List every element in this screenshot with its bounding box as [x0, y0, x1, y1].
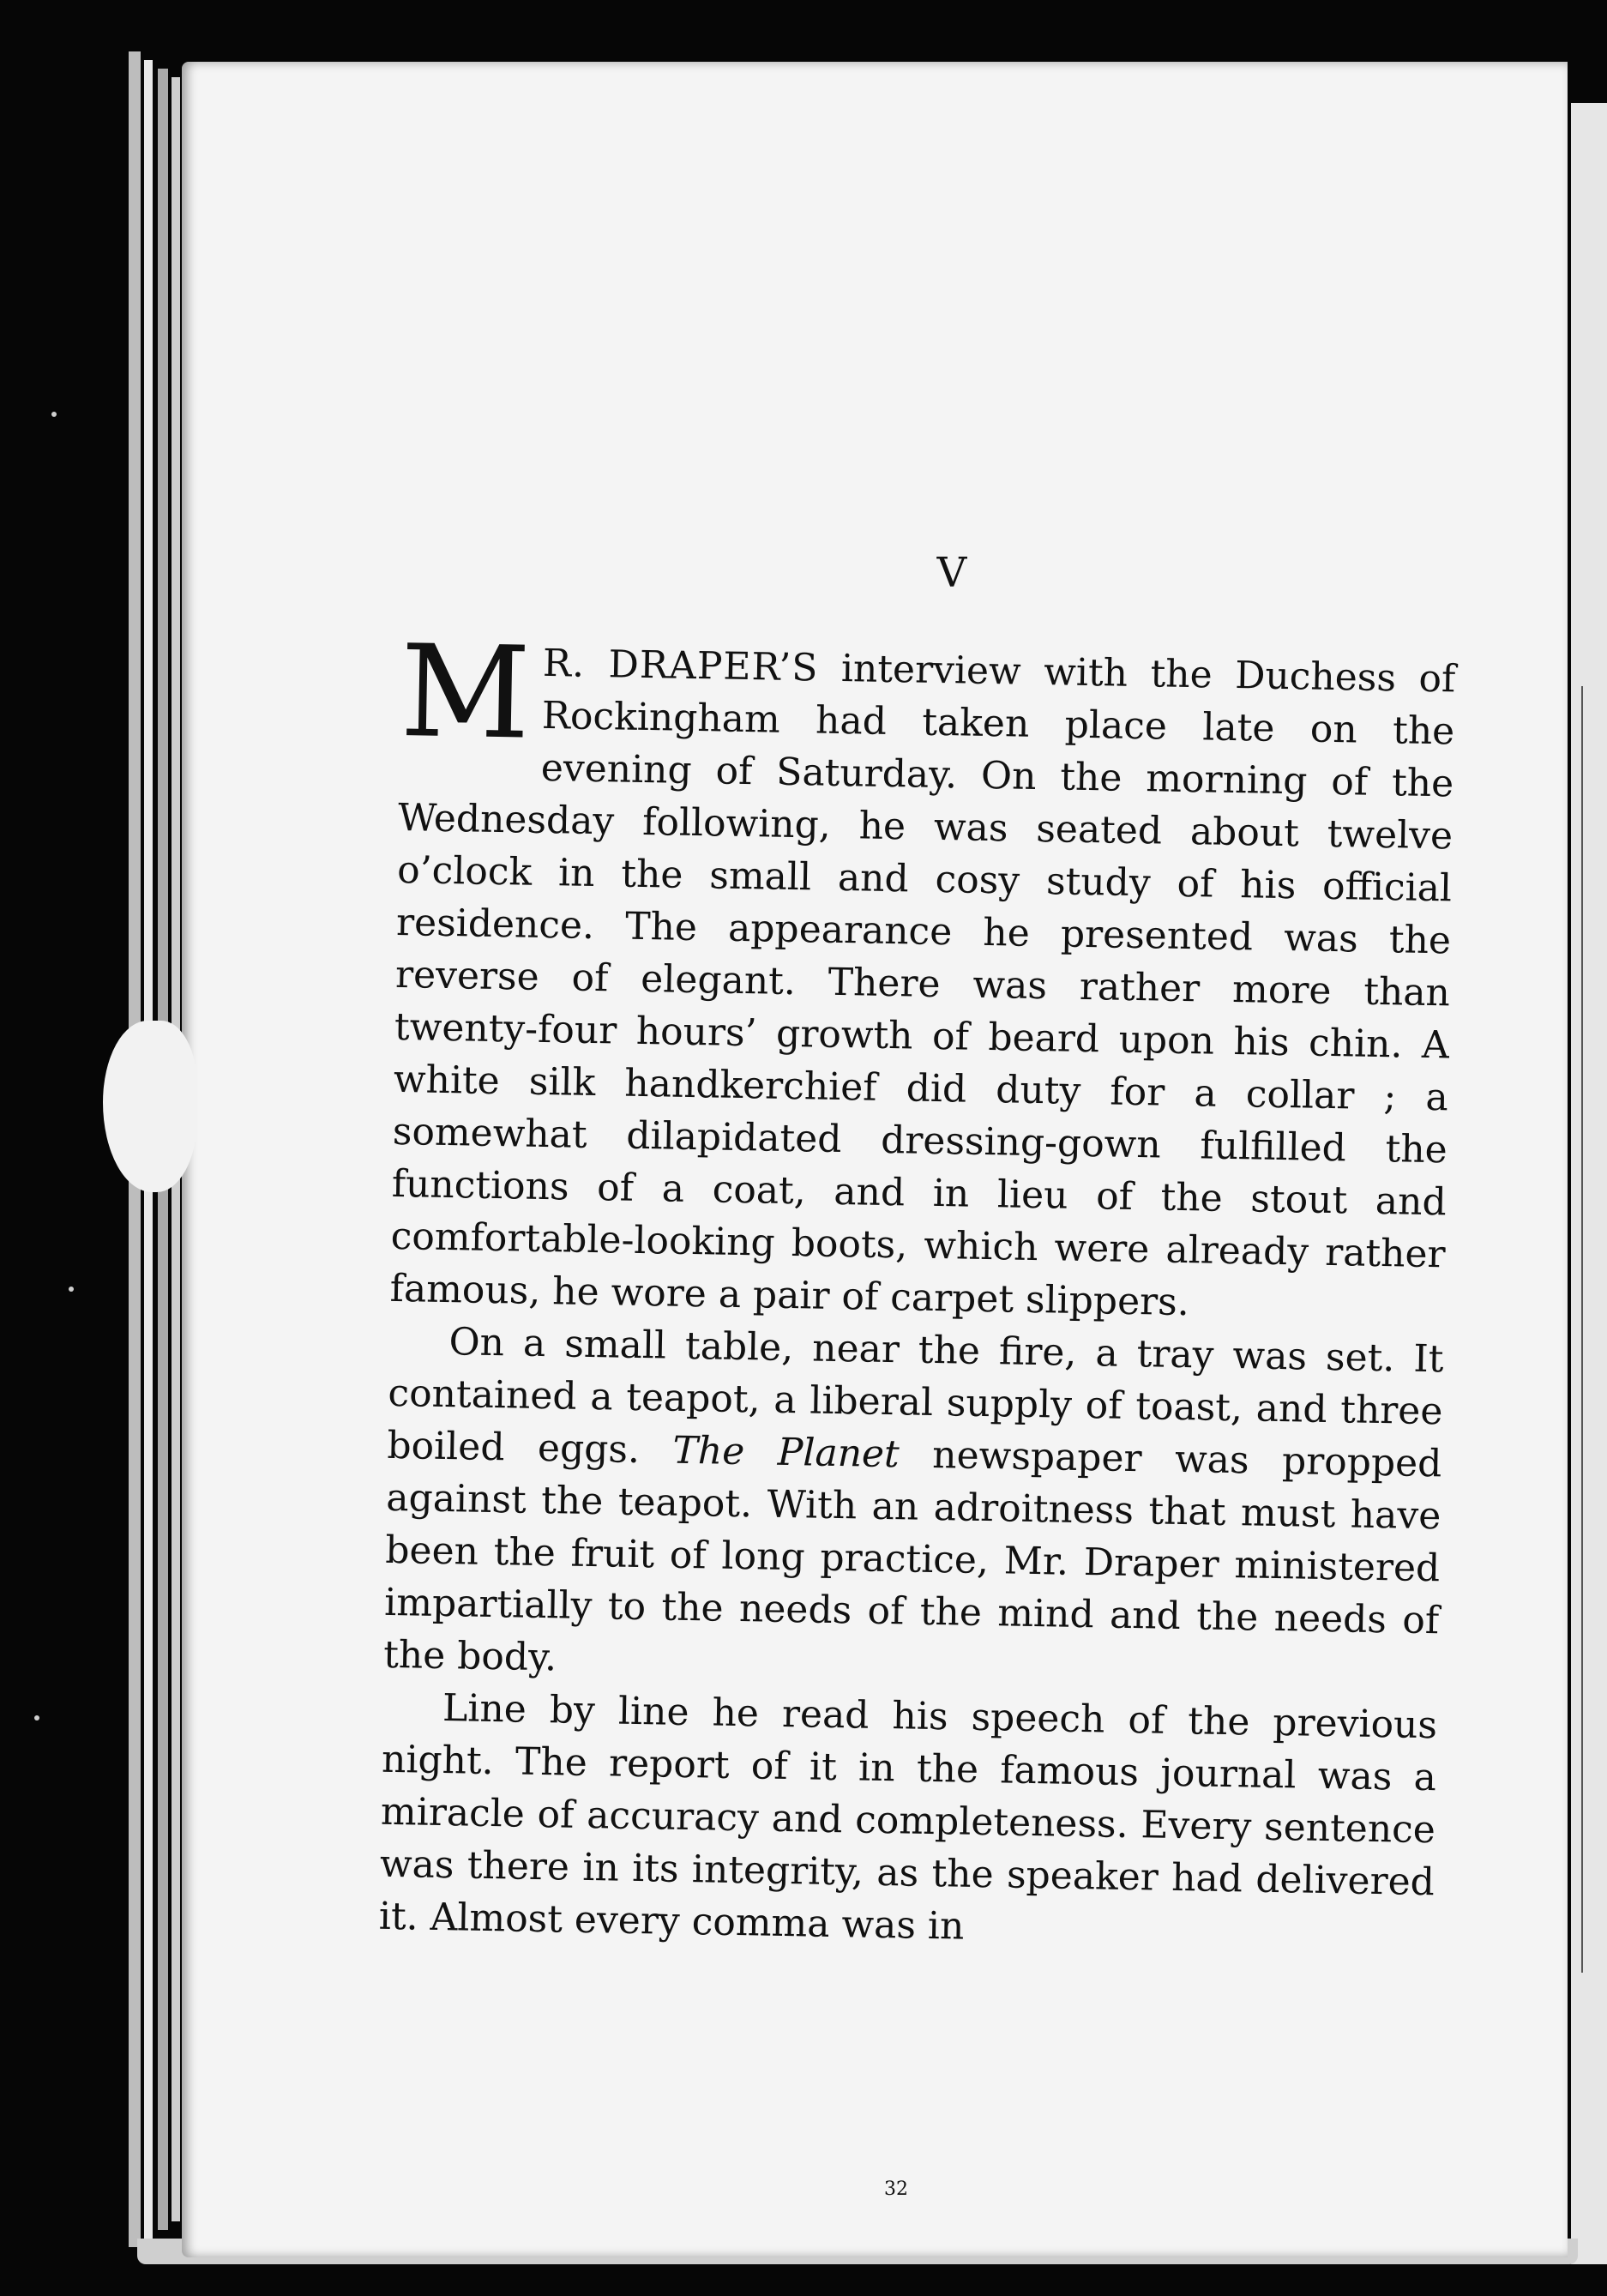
- facing-page-edge: [1571, 103, 1607, 2264]
- dust-speck: [51, 412, 57, 417]
- newspaper-title: The Planet: [672, 1428, 900, 1477]
- paragraph-text: newspaper was propped against the teapot. With an adroitness that must have been the fruit of long practice, Mr. Draper ministered impartially to the needs of the mind and the needs of the body.: [382, 1432, 1442, 1680]
- torn-margin: [103, 1021, 197, 1192]
- dust-speck: [34, 1715, 39, 1720]
- lead-in: R. DRAPER’S: [542, 641, 819, 690]
- paragraph-2: [383, 1315, 1444, 1699]
- paragraph-text: Line by line he read his speech of the previous night. The report of it in the famous journal was a miracle of accuracy and completeness. Every sentence was there in its integrity, as the speaker had delivered it. Almost every comma was in: [378, 1686, 1438, 1949]
- gutter-line: [1581, 686, 1583, 1973]
- paragraph-text: interview with the Duchess of Rockingham had taken place late on the evening of Saturday. On the morning of the Wednesday following, he was seated about twelve o’clock in the small and cosy study of his official residence. The appearance he presented was the reverse of elegant. There was rather more than twenty-four hours’ growth of beard upon his chin. A white silk handkerchief did duty for a collar ; a somewhat dilapidated dressing-gown fulfilled the functions of a coat, and in lieu of the stout and comfortable-looking boots, which were already rather famous, he wore a pair of carpet slippers.: [389, 646, 1456, 1325]
- paragraph-text: On a small table, near the fire, a tray was set. It contained a teapot, a liberal supply of toast, and three boiled eggs.: [387, 1320, 1444, 1473]
- paragraph-3: [378, 1681, 1437, 1961]
- dust-speck: [69, 1287, 74, 1292]
- drop-cap: M: [399, 618, 532, 768]
- chapter-heading: V: [936, 549, 967, 597]
- page-number: 32: [884, 2178, 908, 2200]
- body-text: [378, 618, 1456, 1961]
- paragraph-1: [389, 618, 1456, 1333]
